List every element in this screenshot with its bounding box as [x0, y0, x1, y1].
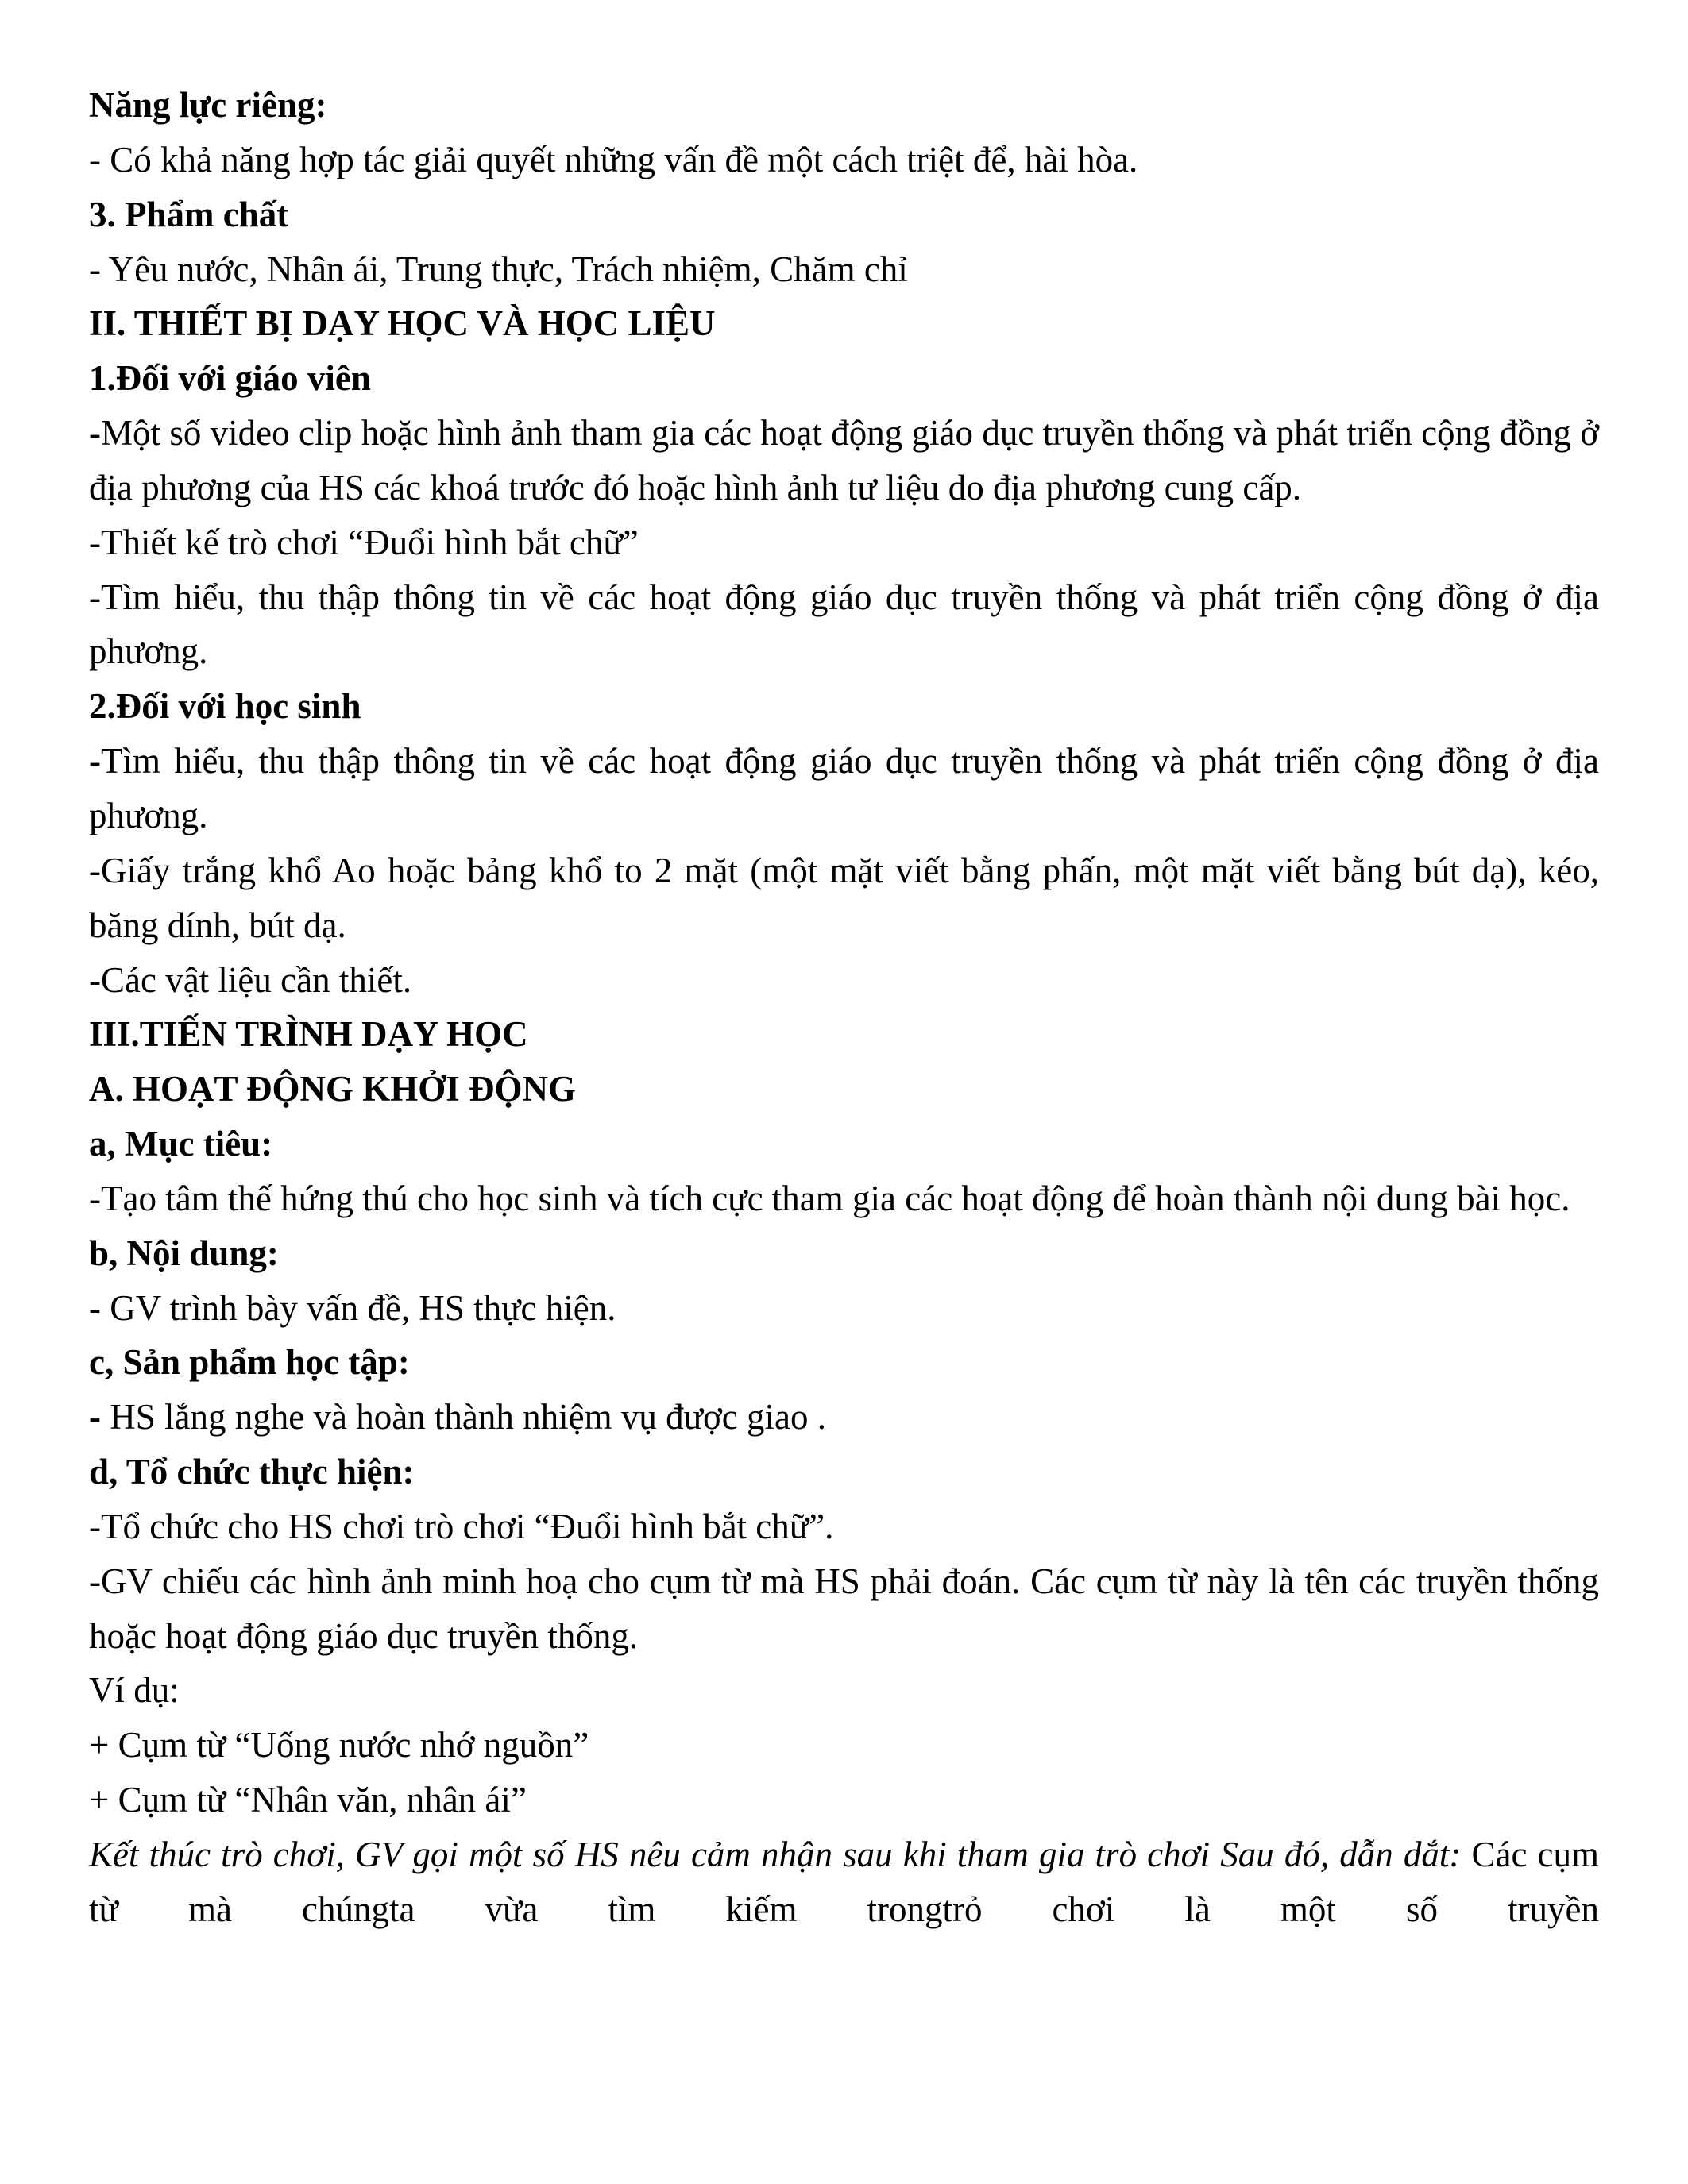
paragraph: [89, 1171, 1599, 1226]
text-run: -GV chiếu các hình ảnh minh hoạ cho cụm từ mà HS phải đoán. Các cụm từ này là tên các truyền thống hoặc hoạt động giáo dục truyền thống.: [89, 1561, 1609, 1656]
text-run: Ví dụ:: [89, 1670, 180, 1711]
bold-text-run: 2.Đối với học sinh: [89, 686, 361, 727]
text-run: -Tìm hiểu, thu thập thông tin về các hoạt động giáo dục truyền thống và phát triển cộng đồng ở địa phương.: [89, 741, 1609, 835]
text-run: - Có khả năng hợp tác giải quyết những vấn đề một cách triệt để, hài hòa.: [89, 139, 1138, 179]
paragraph: [89, 953, 1599, 1008]
paragraph: [89, 1117, 1599, 1171]
bold-text-run: d, Tổ chức thực hiện:: [89, 1452, 415, 1492]
text-run: -Các vật liệu cần thiết.: [89, 959, 412, 1000]
text-run: -Thiết kế trò chơi “Đuổi hình bắt chữ”: [89, 522, 639, 562]
paragraph: [89, 351, 1599, 406]
bold-text-run: II. THIẾT BỊ DẠY HỌC VÀ HỌC LIỆU: [89, 303, 716, 344]
bold-text-run: a, Mục tiêu:: [89, 1124, 273, 1164]
text-run: -Tạo tâm thế hứng thú cho học sinh và tích cực tham gia các hoạt động để hoàn thành nội dung bài học.: [89, 1178, 1570, 1218]
paragraph: [89, 1062, 1599, 1117]
paragraph: [89, 296, 1599, 351]
paragraph: [89, 679, 1599, 734]
paragraph: [89, 1226, 1599, 1281]
bold-text-run: A. HOẠT ĐỘNG KHỞI ĐỘNG: [89, 1069, 576, 1109]
bold-text-run: -: [89, 1397, 110, 1437]
paragraph: [89, 1445, 1599, 1499]
paragraph: [89, 406, 1609, 515]
paragraph: [89, 734, 1609, 843]
bold-text-run: 3. Phẩm chất: [89, 194, 289, 234]
paragraph: [89, 78, 1599, 133]
text-run: - Yêu nước, Nhân ái, Trung thực, Trách nhiệm, Chăm chỉ: [89, 249, 908, 289]
text-run: -Tìm hiểu, thu thập thông tin về các hoạt động giáo dục truyền thống và phát triển cộng đồng ở địa phương.: [89, 577, 1609, 672]
paragraph: [89, 1827, 1609, 1937]
paragraph: [89, 133, 1599, 187]
paragraph: [89, 1335, 1599, 1390]
text-run: GV trình bày vấn đề, HS thực hiện.: [110, 1287, 616, 1328]
bold-text-run: III.TIẾN TRÌNH DẠY HỌC: [89, 1014, 528, 1055]
text-run: + Cụm từ “Nhân văn, nhân ái”: [89, 1780, 527, 1820]
bold-text-run: c, Sản phẩm học tập:: [89, 1342, 410, 1383]
text-run: Các cụm từ mà chúngta vừa tìm kiếm trongtrỏ chơi là một số truyền: [89, 1835, 1609, 1929]
paragraph: [89, 1499, 1599, 1554]
paragraph: [89, 187, 1599, 242]
paragraph: [89, 1554, 1609, 1664]
bold-text-run: -: [89, 1287, 110, 1328]
italic-text-run: Kết thúc trò chơi, GV gọi một số HS nêu cảm nhận sau khi tham gia trò chơi Sau đó, dẫn dắt:: [89, 1835, 1472, 1874]
text-run: HS lắng nghe và hoàn thành nhiệm vụ được giao .: [110, 1397, 827, 1437]
bold-text-run: Năng lực riêng:: [89, 85, 327, 125]
bold-text-run: 1.Đối với giáo viên: [89, 358, 371, 399]
paragraph: [89, 515, 1599, 570]
bold-text-run: b, Nội dung:: [89, 1233, 279, 1273]
text-run: -Một số video clip hoặc hình ảnh tham gia các hoạt động giáo dục truyền thống và phát triển cộng đồng ở địa phương của HS các khoá trước đó hoặc hình ảnh tư liệu do địa phương cung cấp.: [89, 413, 1609, 507]
text-run: -Tổ chức cho HS chơi trò chơi “Đuổi hình bắt chữ”.: [89, 1506, 834, 1546]
paragraph: [89, 1007, 1599, 1062]
paragraph: [89, 843, 1609, 953]
text-run: + Cụm từ “Uống nước nhớ nguồn”: [89, 1725, 589, 1765]
paragraph: [89, 242, 1599, 297]
text-run: -Giấy trắng khổ Ao hoặc bảng khổ to 2 mặt (một mặt viết bằng phấn, một mặt viết bằng bút dạ), kéo, băng dính, bút dạ.: [89, 850, 1609, 945]
paragraph: [89, 1390, 1599, 1445]
paragraph: [89, 1663, 1599, 1718]
paragraph: [89, 1281, 1599, 1336]
paragraph: [89, 570, 1609, 680]
paragraph: [89, 1773, 1599, 1827]
paragraph: [89, 1718, 1599, 1773]
